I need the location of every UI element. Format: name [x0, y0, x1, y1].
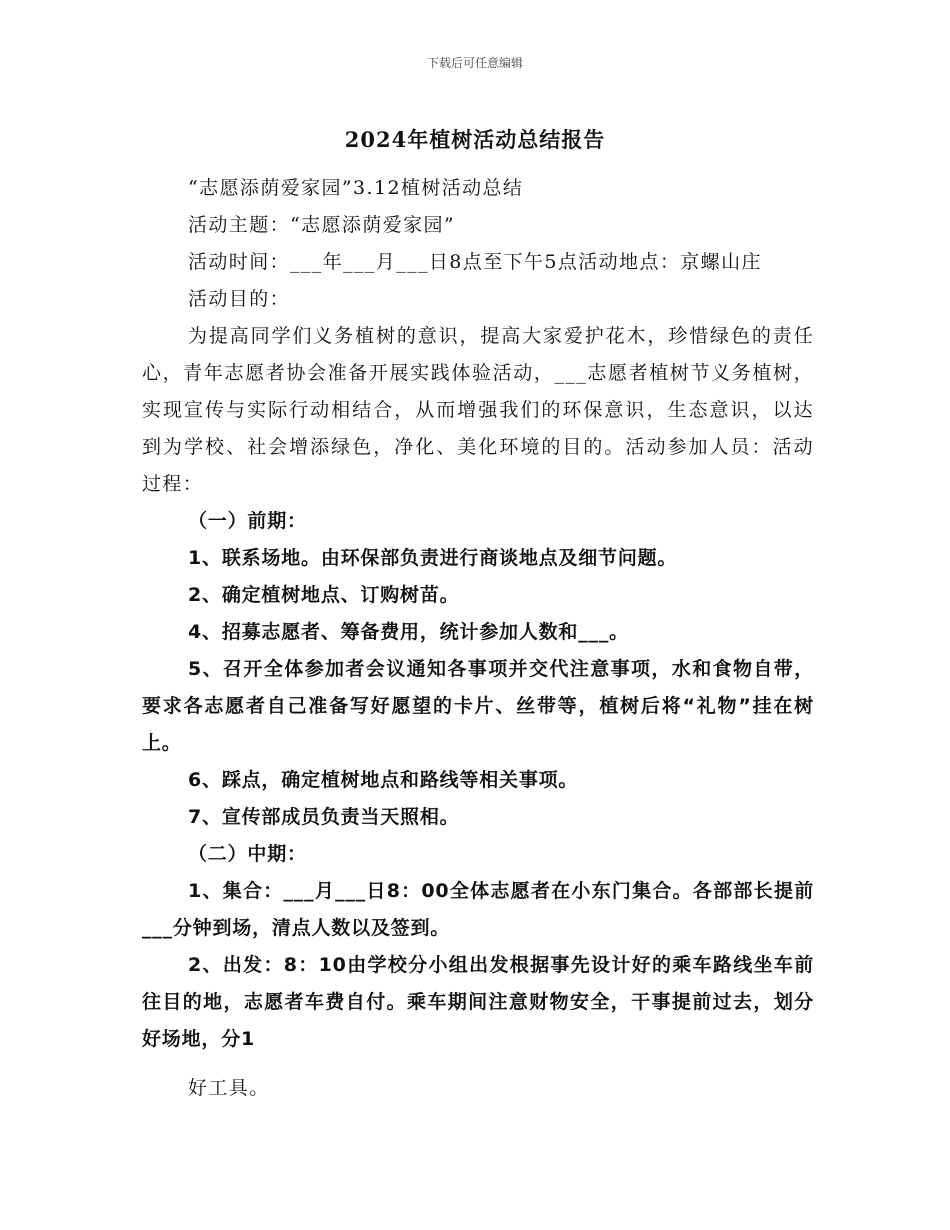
paragraph: 4、招募志愿者、筹备费用，统计参加人数和___。 [188, 621, 629, 643]
paragraph: 2、确定植树地点、订购树苗。 [188, 584, 460, 606]
paragraph: 活动主题：“志愿添荫爱家园” [188, 214, 456, 236]
paragraph: 5、召开全体参加者会议通知各事项并交代注意事项，水和食物自带，要求各志愿者自己准备写好愿望的卡片、丝带等，植树后将“礼物”挂在树上。 [142, 658, 814, 754]
paragraph: 7、宣传部成员负责当天照相。 [188, 806, 460, 828]
paragraph: 活动目的： [188, 288, 291, 310]
paragraph: 1、集合：___月___日8：00全体志愿者在小东门集合。各部部长提前___分钟到场，清点人数以及签到。 [142, 880, 814, 939]
paragraph: 活动时间：___年___月___日8点至下午5点活动地点：京螺山庄 [188, 251, 762, 273]
document-title: 2024年植树活动总结报告 [344, 127, 606, 152]
paragraph: “志愿添荫爱家园”3.12植树活动总结 [188, 177, 524, 199]
header-note: 下载后可任意编辑 [426, 56, 523, 70]
paragraph: 2、出发：8：10由学校分小组出发根据事先设计好的乘车路线坐车前往目的地，志愿者车费自付。乘车期间注意财物安全，干事提前过去，划分好场地，分1 [142, 954, 814, 1050]
paragraph: 6、踩点，确定植树地点和路线等相关事项。 [188, 769, 579, 791]
paragraph: 好工具。 [188, 1077, 270, 1099]
section-heading: （二）中期： [188, 843, 307, 865]
section-heading: （一）前期： [188, 510, 307, 532]
paragraph: 1、联系场地。由环保部负责进行商谈地点及细节问题。 [188, 547, 678, 569]
paragraph: 为提高同学们义务植树的意识，提高大家爱护花木，珍惜绿色的责任心，青年志愿者协会准备开展实践体验活动，___志愿者植树节义务植树，实现宣传与实际行动相结合，从而增强我们的环保意识，生态意识，以达到为学校、社会增添绿色，净化、美化环境的目的。活动参加人员：活动过程： [142, 325, 814, 495]
document-body [142, 170, 814, 1107]
